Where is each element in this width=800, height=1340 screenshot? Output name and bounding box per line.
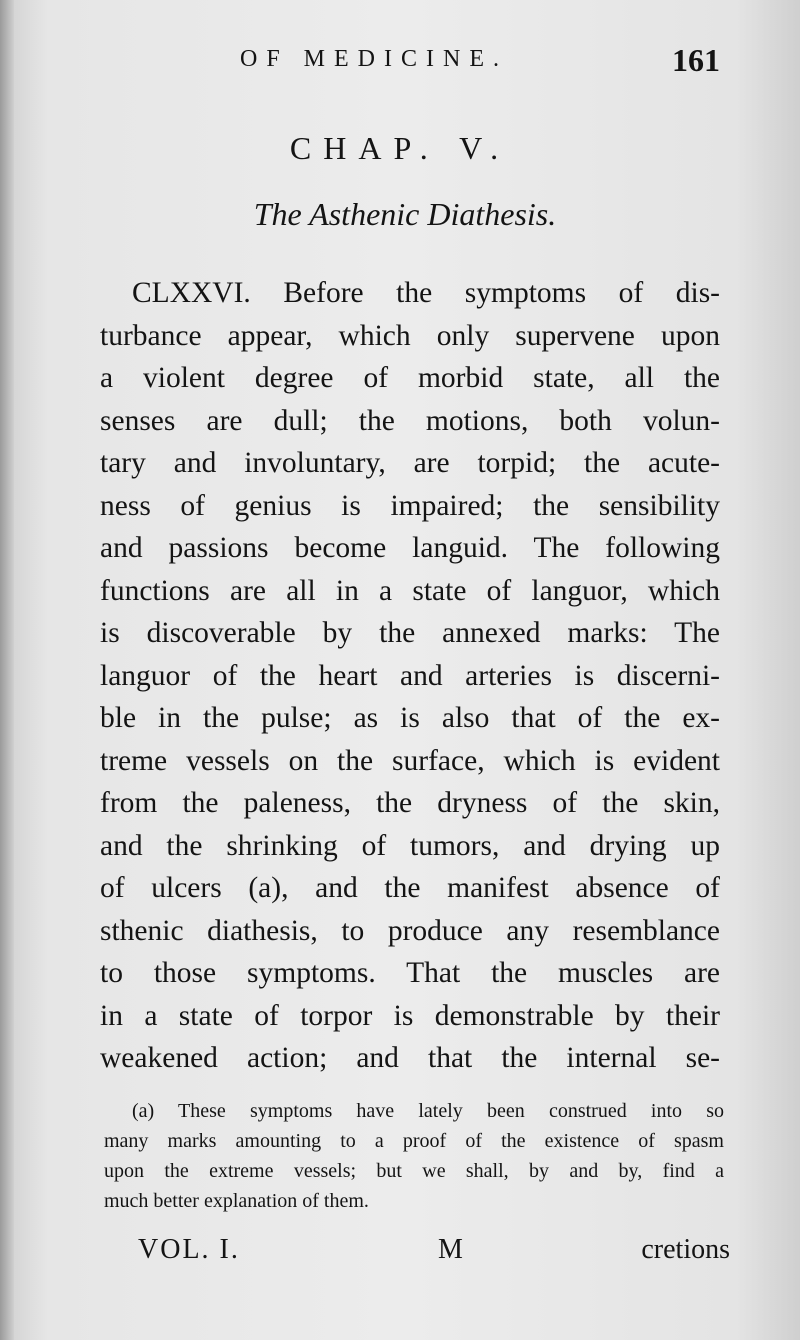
catchword: cretions — [641, 1234, 730, 1265]
text-line: of ulcers (a), and the manifest absence of — [100, 872, 720, 904]
text-line: senses are dull; the motions, both volun- — [100, 404, 720, 437]
volume-signature: VOL. I. — [138, 1234, 240, 1265]
chapter-heading: CHAP. V. — [289, 130, 511, 166]
text-line: treme vessels on the surface, which is evident — [100, 744, 720, 777]
text-line: to those symptoms. That the muscles are — [100, 957, 720, 989]
text-line: in a state of torpor is demonstrable by their — [100, 999, 720, 1032]
page-header — [240, 42, 720, 82]
footnote-line: many marks amounting to a proof of the existence of spasm — [104, 1130, 724, 1152]
page-footer — [138, 1234, 730, 1274]
running-head: OF MEDICINE. — [240, 46, 508, 72]
body-text — [100, 272, 720, 1080]
footnote-line: much better explanation of them. — [104, 1190, 369, 1212]
text-line: sthenic diathesis, to produce any resemblance — [100, 914, 720, 947]
footnote — [104, 1096, 724, 1216]
text-line: functions are all in a state of languor, which — [100, 574, 720, 607]
text-line: a violent degree of morbid state, all the — [100, 362, 720, 394]
text-line: tary and involuntary, are torpid; the acute- — [100, 447, 720, 479]
signature-mark: M — [438, 1234, 463, 1265]
text-line: ble in the pulse; as is also that of the ex- — [100, 702, 720, 734]
footnote-line: (a) These symptoms have lately been construed into so — [132, 1100, 724, 1122]
text-line: and the shrinking of tumors, and drying up — [100, 829, 720, 862]
text-line: is discoverable by the annexed marks: The — [100, 617, 720, 649]
text-line: CLXXVI. Before the symptoms of dis- — [132, 277, 720, 309]
chapter-subtitle: The Asthenic Diathesis. — [253, 196, 557, 232]
text-line: languor of the heart and arteries is discerni- — [100, 659, 720, 692]
footnote-line: upon the extreme vessels; but we shall, by and by, find a — [104, 1160, 724, 1182]
text-line: and passions become languid. The following — [100, 532, 720, 564]
page-number: 161 — [672, 42, 720, 78]
text-line: weakened action; and that the internal se- — [100, 1042, 720, 1074]
text-line: ness of genius is impaired; the sensibility — [100, 489, 720, 522]
text-line: turbance appear, which only supervene upon — [100, 319, 720, 352]
text-line: from the paleness, the dryness of the skin, — [100, 787, 720, 819]
